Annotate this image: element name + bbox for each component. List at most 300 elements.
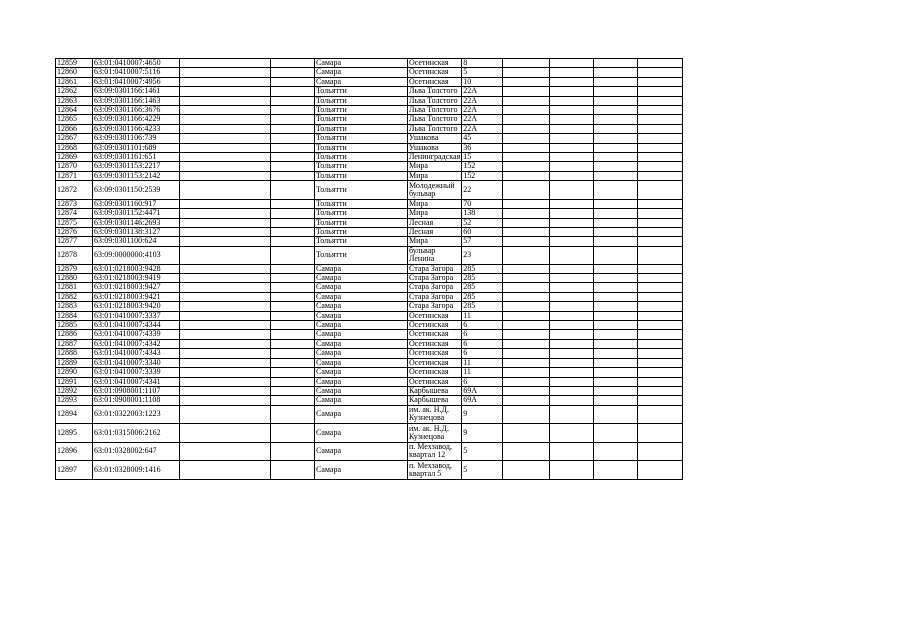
- cell-empty: [180, 442, 271, 461]
- cell-empty: [594, 59, 638, 68]
- cell-empty: [550, 264, 594, 273]
- cell-city: Тольятти: [315, 246, 408, 264]
- cell-city: Самара: [315, 264, 408, 273]
- cell-empty: [503, 292, 550, 301]
- cell-empty: [594, 228, 638, 237]
- cell-empty: [550, 134, 594, 143]
- cell-empty: [594, 264, 638, 273]
- cell-city: Самара: [315, 339, 408, 348]
- cell-cad: 63:01:0315006:2162: [93, 424, 180, 443]
- table-row: [56, 218, 683, 227]
- cell-id: 12897: [56, 461, 93, 480]
- cell-empty: [503, 386, 550, 395]
- cell-cad: 63:01:0410007:4650: [93, 59, 180, 68]
- cell-id: 12885: [56, 321, 93, 330]
- cell-street: Льва Толстого: [408, 87, 462, 96]
- cell-empty: [503, 321, 550, 330]
- cell-empty: [550, 292, 594, 301]
- table-row: [56, 386, 683, 395]
- table-row: [56, 59, 683, 68]
- cell-house: 23: [462, 246, 503, 264]
- cell-city: Самара: [315, 68, 408, 77]
- cell-empty: [550, 461, 594, 480]
- table-row: [56, 321, 683, 330]
- cell-id: 12874: [56, 209, 93, 218]
- cell-house: 60: [462, 228, 503, 237]
- cell-empty: [271, 264, 315, 273]
- cell-empty: [503, 96, 550, 105]
- cell-city: Самара: [315, 405, 408, 424]
- cell-city: Тольятти: [315, 96, 408, 105]
- table-row: [56, 292, 683, 301]
- cell-empty: [271, 134, 315, 143]
- cell-id: 12866: [56, 124, 93, 133]
- cell-cad: 63:09:0301138:3127: [93, 228, 180, 237]
- cell-house: 57: [462, 237, 503, 246]
- cell-empty: [180, 143, 271, 152]
- cell-cad: 63:01:0908001:1107: [93, 386, 180, 395]
- cell-empty: [594, 292, 638, 301]
- cell-empty: [550, 143, 594, 152]
- cell-street: п. Мехзавод, квартал 12: [408, 442, 462, 461]
- cell-street: п. Мехзавод, квартал 5: [408, 461, 462, 480]
- cell-empty: [550, 396, 594, 405]
- cell-empty: [180, 96, 271, 105]
- cell-empty: [638, 368, 683, 377]
- cell-empty: [594, 461, 638, 480]
- cell-cad: 63:09:0301166:4229: [93, 115, 180, 124]
- cell-empty: [271, 283, 315, 292]
- cell-empty: [271, 237, 315, 246]
- cell-empty: [271, 424, 315, 443]
- cell-city: Тольятти: [315, 115, 408, 124]
- cell-street: Ушакова: [408, 134, 462, 143]
- cell-id: 12879: [56, 264, 93, 273]
- cell-id: 12868: [56, 143, 93, 152]
- cell-empty: [638, 292, 683, 301]
- cell-cad: 63:01:0322003:1223: [93, 405, 180, 424]
- cell-city: Самара: [315, 77, 408, 86]
- table-row: [56, 153, 683, 162]
- cell-house: 9: [462, 405, 503, 424]
- cell-empty: [594, 246, 638, 264]
- cell-empty: [550, 87, 594, 96]
- table-row: [56, 264, 683, 273]
- cell-street: Ленинградская: [409, 152, 461, 162]
- cell-house: 22: [462, 181, 503, 200]
- cell-street: Осетинская: [408, 358, 462, 367]
- cell-empty: [638, 302, 683, 311]
- cell-empty: [594, 218, 638, 227]
- cell-empty: [271, 143, 315, 152]
- cell-empty: [638, 153, 683, 162]
- cell-street: Лесная: [408, 228, 462, 237]
- cell-empty: [503, 396, 550, 405]
- cell-empty: [594, 349, 638, 358]
- cell-empty: [638, 358, 683, 367]
- table-row: [56, 405, 683, 424]
- cell-empty: [180, 377, 271, 386]
- cell-empty: [180, 209, 271, 218]
- table-row: [56, 349, 683, 358]
- cell-id: 12892: [56, 386, 93, 395]
- table-row: [56, 106, 683, 115]
- cell-cad: 63:01:0218003:9421: [93, 292, 180, 301]
- cell-empty: [594, 209, 638, 218]
- cell-city: Тольятти: [315, 237, 408, 246]
- table-row: [56, 311, 683, 320]
- cell-empty: [180, 405, 271, 424]
- cell-street: Карбышева: [408, 396, 462, 405]
- cell-empty: [638, 87, 683, 96]
- cell-id: 12867: [56, 134, 93, 143]
- cell-empty: [271, 358, 315, 367]
- cell-empty: [180, 59, 271, 68]
- cell-empty: [271, 68, 315, 77]
- cell-house: 285: [462, 302, 503, 311]
- cell-empty: [180, 292, 271, 301]
- cell-id: 12893: [56, 396, 93, 405]
- cell-empty: [503, 143, 550, 152]
- cell-empty: [271, 461, 315, 480]
- cell-house: 69А: [462, 386, 503, 395]
- cell-empty: [550, 77, 594, 86]
- cell-house: 5: [462, 68, 503, 77]
- table-row: [56, 377, 683, 386]
- cell-empty: [503, 246, 550, 264]
- cell-street: им. ак. Н.Д. Кузнецова: [408, 424, 462, 443]
- cell-street: Осетинская: [408, 368, 462, 377]
- cell-street: Стара Загора: [408, 302, 462, 311]
- cell-empty: [550, 209, 594, 218]
- cell-empty: [594, 237, 638, 246]
- cell-city: Тольятти: [315, 218, 408, 227]
- cell-id: 12881: [56, 283, 93, 292]
- cell-empty: [594, 199, 638, 208]
- cell-cad: 63:09:0301160:917: [93, 199, 180, 208]
- cell-street: Осетинская: [408, 377, 462, 386]
- cell-empty: [271, 59, 315, 68]
- table-row: [56, 461, 683, 480]
- cell-empty: [271, 292, 315, 301]
- cell-empty: [638, 321, 683, 330]
- cell-id: 12895: [56, 424, 93, 443]
- cell-street: Осетинская: [408, 59, 462, 68]
- table-row: [56, 96, 683, 105]
- cell-house: 152: [462, 162, 503, 171]
- cell-empty: [550, 349, 594, 358]
- cell-city: Тольятти: [315, 106, 408, 115]
- cell-id: 12894: [56, 405, 93, 424]
- cell-empty: [638, 461, 683, 480]
- cell-empty: [503, 228, 550, 237]
- cell-empty: [503, 358, 550, 367]
- cell-cad: 63:01:0218003:9428: [93, 264, 180, 273]
- cell-street: Стара Загора: [408, 264, 462, 273]
- cell-empty: [550, 181, 594, 200]
- table-row: [56, 302, 683, 311]
- cell-empty: [594, 106, 638, 115]
- cell-street: Стара Загора: [408, 292, 462, 301]
- cell-id: 12880: [56, 274, 93, 283]
- cell-empty: [550, 442, 594, 461]
- cell-empty: [503, 368, 550, 377]
- cell-empty: [594, 311, 638, 320]
- table-row: [56, 87, 683, 96]
- table-row: [56, 115, 683, 124]
- cell-empty: [503, 330, 550, 339]
- cell-empty: [594, 274, 638, 283]
- cell-house: 285: [462, 283, 503, 292]
- cell-empty: [550, 424, 594, 443]
- cell-empty: [503, 264, 550, 273]
- table-row: [56, 162, 683, 171]
- cell-empty: [271, 96, 315, 105]
- cell-empty: [550, 311, 594, 320]
- cell-house: 45: [462, 134, 503, 143]
- cell-empty: [638, 396, 683, 405]
- cell-city: Самара: [315, 283, 408, 292]
- cell-empty: [594, 143, 638, 152]
- cell-street: Осетинская: [408, 330, 462, 339]
- cell-id: 12883: [56, 302, 93, 311]
- cell-empty: [550, 106, 594, 115]
- cell-empty: [594, 302, 638, 311]
- cell-cad: 63:09:0301146:2693: [93, 218, 180, 227]
- cell-empty: [594, 405, 638, 424]
- cell-empty: [503, 283, 550, 292]
- cell-street: Мира: [408, 209, 462, 218]
- cell-house: 11: [462, 358, 503, 367]
- cell-id: 12888: [56, 349, 93, 358]
- cell-empty: [550, 358, 594, 367]
- cell-empty: [638, 143, 683, 152]
- cell-empty: [638, 237, 683, 246]
- cell-empty: [638, 218, 683, 227]
- cell-empty: [638, 228, 683, 237]
- table-row: [56, 358, 683, 367]
- cell-house: 5: [462, 442, 503, 461]
- cell-empty: [180, 87, 271, 96]
- cell-cad: 63:09:0000000:4103: [93, 246, 180, 264]
- cell-empty: [594, 124, 638, 133]
- cell-empty: [271, 246, 315, 264]
- cell-empty: [550, 124, 594, 133]
- cell-empty: [180, 237, 271, 246]
- cell-house: 11: [462, 368, 503, 377]
- cell-cad: 63:01:0218003:9427: [93, 283, 180, 292]
- cell-id: 12871: [56, 171, 93, 180]
- cell-house: 285: [462, 274, 503, 283]
- cell-id: 12877: [56, 237, 93, 246]
- table-row: [56, 134, 683, 143]
- cell-empty: [550, 377, 594, 386]
- cell-empty: [271, 153, 315, 162]
- cell-house: 9: [462, 424, 503, 443]
- cell-street: Осетинская: [408, 77, 462, 86]
- cell-house: 6: [462, 377, 503, 386]
- cell-empty: [550, 68, 594, 77]
- cell-city: Самара: [315, 424, 408, 443]
- cell-city: Тольятти: [315, 124, 408, 133]
- cell-empty: [503, 153, 550, 162]
- table-row: [56, 274, 683, 283]
- cell-street: Стара Загора: [408, 283, 462, 292]
- cell-street: Стара Загора: [408, 274, 462, 283]
- cell-empty: [271, 330, 315, 339]
- cell-empty: [180, 264, 271, 273]
- cell-empty: [180, 349, 271, 358]
- cell-cad: 63:01:0328002:647: [93, 442, 180, 461]
- cell-empty: [550, 246, 594, 264]
- table-row: [56, 237, 683, 246]
- cell-empty: [550, 321, 594, 330]
- cell-street: Ушакова: [408, 143, 462, 152]
- cell-house: 152: [462, 171, 503, 180]
- table-row: [56, 228, 683, 237]
- cell-empty: [594, 368, 638, 377]
- cell-empty: [180, 228, 271, 237]
- cell-empty: [550, 339, 594, 348]
- cell-empty: [638, 330, 683, 339]
- cell-empty: [503, 124, 550, 133]
- cell-empty: [638, 77, 683, 86]
- cell-street: Мира: [408, 199, 462, 208]
- cell-house: 36: [462, 143, 503, 152]
- cell-empty: [180, 134, 271, 143]
- cell-street: Молодежный бульвар: [408, 181, 462, 200]
- cell-id: 12890: [56, 368, 93, 377]
- cell-empty: [638, 181, 683, 200]
- cell-empty: [180, 77, 271, 86]
- cell-empty: [180, 68, 271, 77]
- cell-empty: [180, 171, 271, 180]
- cell-id: 12889: [56, 358, 93, 367]
- cell-empty: [594, 330, 638, 339]
- cell-cad: 63:09:0301161:651: [93, 153, 180, 162]
- cell-id: 12869: [56, 153, 93, 162]
- cell-empty: [180, 424, 271, 443]
- cell-street: Мира: [408, 237, 462, 246]
- cell-city: Самара: [315, 358, 408, 367]
- cell-empty: [638, 311, 683, 320]
- cell-cad: 63:01:0218003:9420: [93, 302, 180, 311]
- cell-empty: [550, 274, 594, 283]
- cell-empty: [180, 461, 271, 480]
- cell-empty: [180, 124, 271, 133]
- cell-empty: [271, 339, 315, 348]
- cell-empty: [550, 218, 594, 227]
- cell-city: Тольятти: [315, 143, 408, 152]
- cell-city: Тольятти: [315, 153, 408, 162]
- cell-house: 6: [462, 321, 503, 330]
- table-row: [56, 143, 683, 152]
- cell-street: Льва Толстого: [408, 106, 462, 115]
- table-row: [56, 77, 683, 86]
- cell-empty: [594, 96, 638, 105]
- cell-empty: [594, 377, 638, 386]
- cell-empty: [550, 171, 594, 180]
- cell-street: Льва Толстого: [408, 124, 462, 133]
- cell-empty: [594, 358, 638, 367]
- cell-city: Тольятти: [315, 162, 408, 171]
- cell-empty: [180, 274, 271, 283]
- cell-house: 15: [462, 153, 503, 162]
- cell-id: 12876: [56, 228, 93, 237]
- cell-empty: [180, 246, 271, 264]
- cell-id: 12896: [56, 442, 93, 461]
- table-row: [56, 330, 683, 339]
- cell-empty: [594, 181, 638, 200]
- cell-id: 12860: [56, 68, 93, 77]
- cell-id: 12872: [56, 181, 93, 200]
- cell-city: Самара: [315, 321, 408, 330]
- cell-empty: [271, 442, 315, 461]
- cell-street: Льва Толстого: [408, 115, 462, 124]
- cell-id: 12891: [56, 377, 93, 386]
- cell-empty: [503, 181, 550, 200]
- cell-id: 12865: [56, 115, 93, 124]
- cell-empty: [180, 181, 271, 200]
- cell-empty: [180, 396, 271, 405]
- cell-cad: 63:09:0301166:1463: [93, 96, 180, 105]
- cell-cad: 63:09:0301166:1461: [93, 87, 180, 96]
- table-row: [56, 171, 683, 180]
- cell-city: Тольятти: [315, 134, 408, 143]
- cell-house: 10: [462, 77, 503, 86]
- cell-empty: [271, 115, 315, 124]
- cell-cad: 63:01:0410007:4344: [93, 321, 180, 330]
- cell-empty: [594, 115, 638, 124]
- cell-empty: [503, 77, 550, 86]
- cell-house: 8: [462, 59, 503, 68]
- cell-empty: [550, 330, 594, 339]
- cell-empty: [271, 162, 315, 171]
- cell-empty: [638, 246, 683, 264]
- table-row: [56, 424, 683, 443]
- cell-city: Самара: [315, 461, 408, 480]
- cell-empty: [503, 274, 550, 283]
- cell-street: Льва Толстого: [408, 96, 462, 105]
- cell-city: Самара: [315, 274, 408, 283]
- cell-empty: [503, 349, 550, 358]
- cell-empty: [180, 339, 271, 348]
- cell-city: Тольятти: [315, 199, 408, 208]
- cell-cad: 63:01:0410007:3337: [93, 311, 180, 320]
- data-table: [55, 58, 683, 480]
- cell-empty: [271, 386, 315, 395]
- cell-empty: [180, 283, 271, 292]
- cell-empty: [180, 358, 271, 367]
- cell-empty: [503, 339, 550, 348]
- cell-empty: [638, 68, 683, 77]
- cell-street: Мира: [408, 171, 462, 180]
- cell-empty: [550, 228, 594, 237]
- cell-cad: 63:09:0301152:4471: [93, 209, 180, 218]
- cell-empty: [180, 368, 271, 377]
- cell-empty: [271, 77, 315, 86]
- cell-empty: [594, 134, 638, 143]
- cell-id: 12886: [56, 330, 93, 339]
- cell-city: Самара: [315, 311, 408, 320]
- table-row: [56, 283, 683, 292]
- cell-city: Самара: [315, 377, 408, 386]
- cell-empty: [594, 339, 638, 348]
- cell-empty: [638, 162, 683, 171]
- cell-empty: [638, 349, 683, 358]
- cell-id: 12863: [56, 96, 93, 105]
- cell-empty: [594, 424, 638, 443]
